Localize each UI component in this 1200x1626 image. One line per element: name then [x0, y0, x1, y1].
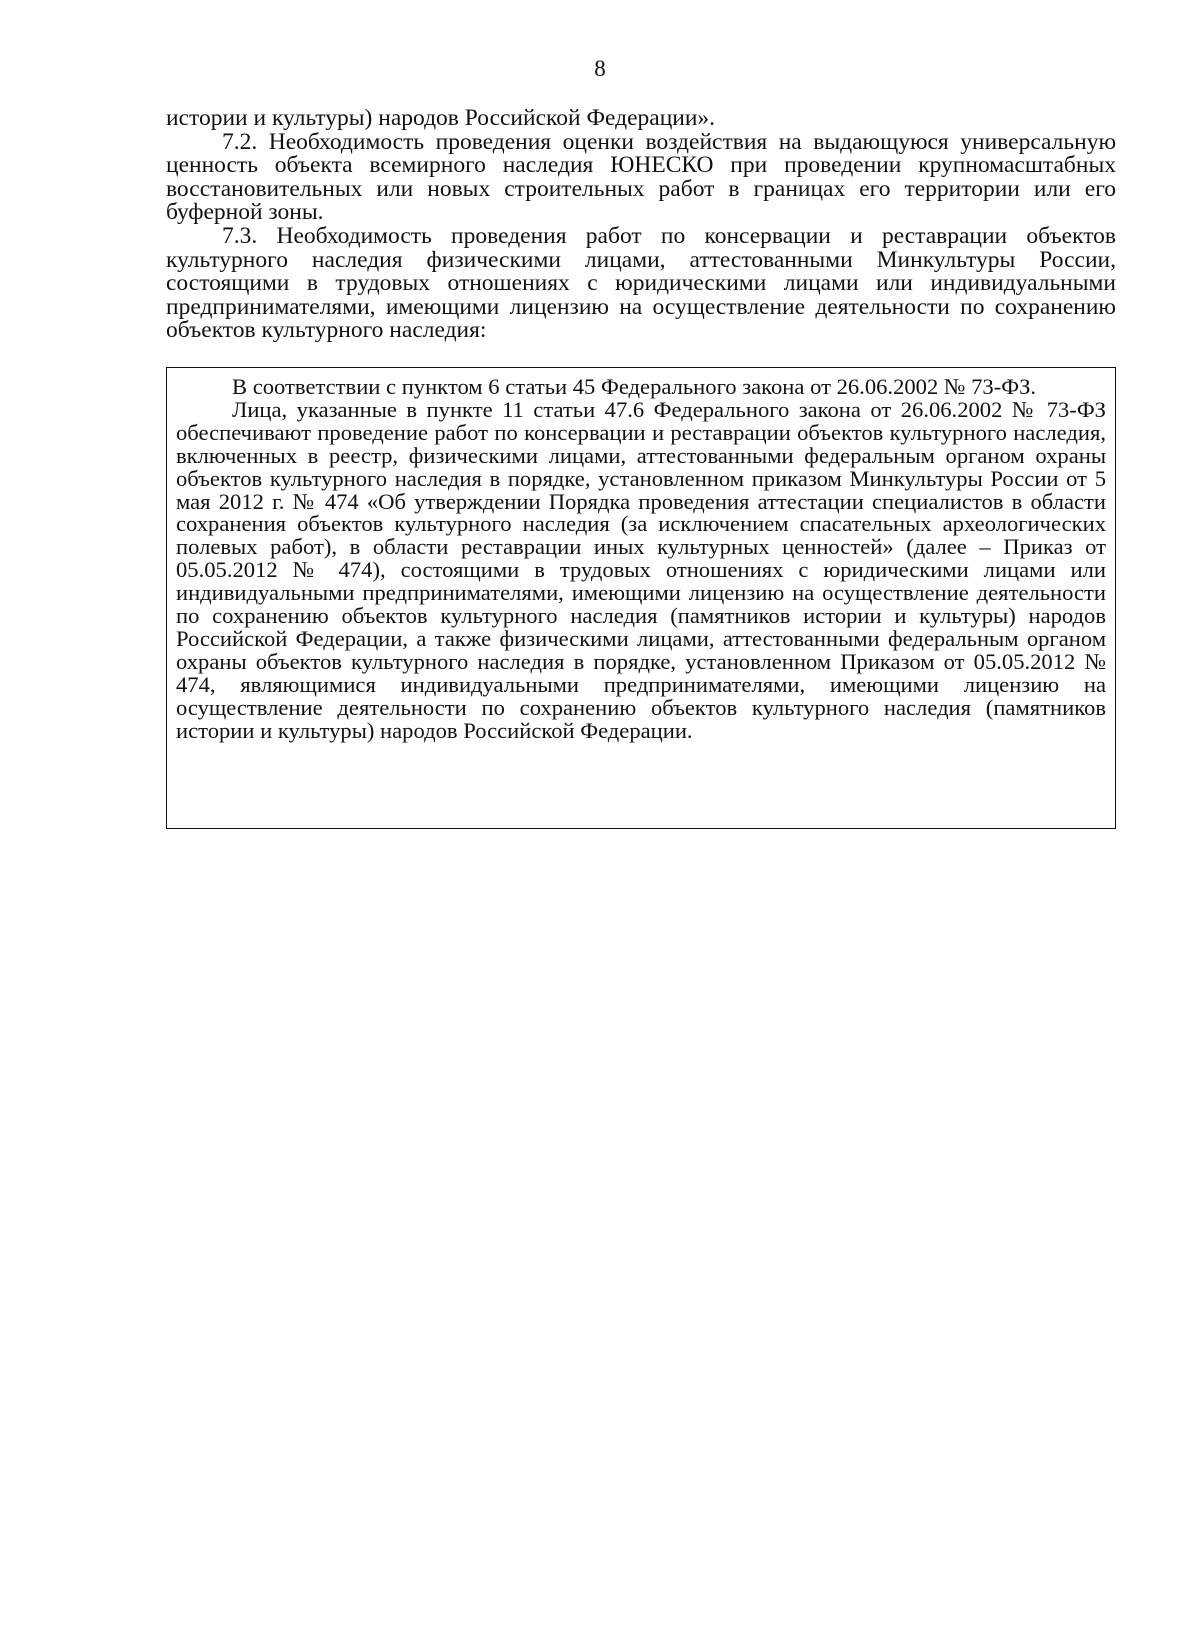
paragraph-7-2: 7.2. Необходимость проведения оценки воздействия на выдающуюся универсальную ценность объекта всемирного наследия ЮНЕСКО при проведении крупномасштабных восстановительных или новых строительных работ в границах его территории или его буферной зоны.	[166, 128, 1116, 226]
comment-box	[166, 367, 1116, 829]
page-number: 8	[594, 56, 606, 81]
main-text	[166, 107, 1116, 343]
comment-paragraph-reference: В соответствии с пунктом 6 статьи 45 Федерального закона от 26.06.2002 № 73-ФЗ.	[232, 374, 1037, 399]
paragraph-7-3: 7.3. Необходимость проведения работ по консервации и реставрации объектов культурного наследия физическими лицами, аттестованными Минкультуры России, состоящими в трудовых отношениях с юридическими лицами или индивидуальными предпринимателями, имеющими лицензию на осуществление деятельности по сохранению объектов культурного наследия:	[166, 222, 1116, 344]
comment-paragraph-details: Лица, указанные в пункте 11 статьи 47.6 Федерального закона от 26.06.2002 № 73-ФЗ обеспечивают проведение работ по консервации и реставрации объектов культурного наследия, включенных в реестр, физическими лицами, аттестованными федеральным органом охраны объектов культурного наследия в порядке, установленном приказом Минкультуры России от 5 мая 2012 г. № 474 «Об утверждении Порядка проведения аттестации специалистов в области сохранения объектов культурного наследия (за исключением спасательных археологических полевых работ), в области реставрации иных культурных ценностей» (далее – Приказ от 05.05.2012 № 474), состоящими в трудовых отношениях с юридическими лицами или индивидуальными предпринимателями, имеющими лицензию на осуществление деятельности по сохранению объектов культурного наследия (памятников истории и культуры) народов Российской Федерации, а также физическими лицами, аттестованными федеральным органом охраны объектов культурного наследия в порядке, установленном Приказом от 05.05.2012 № 474, являющимися индивидуальными предпринимателями, имеющими лицензию на осуществление деятельности по сохранению объектов культурного наследия (памятников истории и культуры) народов Российской Федерации.	[176, 396, 1106, 743]
paragraph-continuation: истории и культуры) народов Российской Федерации».	[166, 105, 716, 131]
